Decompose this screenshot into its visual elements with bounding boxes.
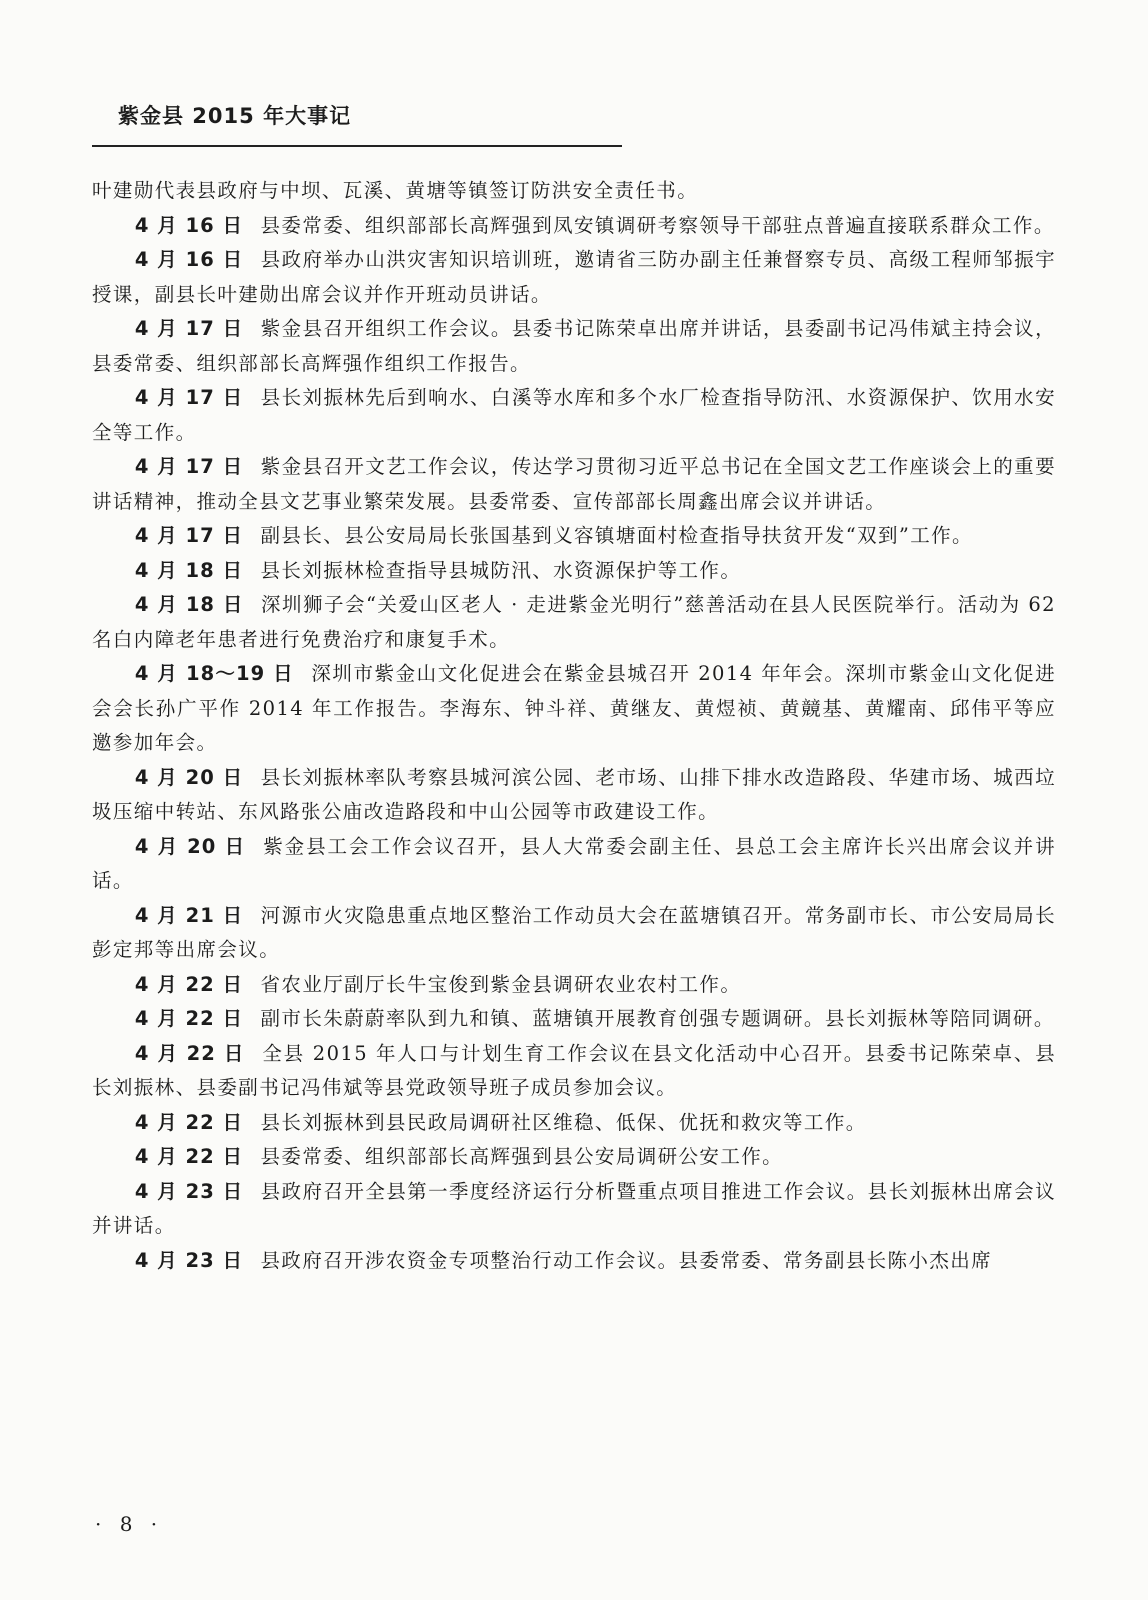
chronicle-entry — [92, 1140, 1056, 1175]
chronicle-entry — [92, 243, 1056, 312]
entry-text: 县长刘振林到县民政局调研社区维稳、低保、优抚和救灾等工作。 — [260, 1110, 867, 1134]
entry-date: 4 月 22 日 — [134, 1110, 243, 1134]
entry-date: 4 月 22 日 — [134, 972, 243, 996]
entry-text: 县委常委、组织部部长高辉强到县公安局调研公安工作。 — [260, 1145, 784, 1168]
chronicle-entry — [92, 312, 1056, 381]
chronicle-entry — [92, 554, 1056, 589]
chronicle-entry — [92, 761, 1056, 830]
entry-date: 4 月 21 日 — [134, 903, 244, 927]
entry-date: 4 月 16 日 — [134, 248, 244, 271]
entry-text: 河源市火灾隐患重点地区整治工作动员大会在蓝塘镇召开。常务副市长、市公安局局长彭定邦等出席会议。 — [92, 903, 1057, 961]
header-rule — [92, 145, 622, 147]
chronicle-entry — [92, 450, 1056, 519]
entry-text: 副县长、县公安局局长张国基到义容镇塘面村检查指导扶贫开发“双到”工作。 — [260, 524, 973, 547]
chronicle-body — [92, 174, 1056, 1278]
chronicle-entry — [92, 830, 1056, 899]
chronicle-entry — [92, 657, 1056, 761]
entry-date: 4 月 20 日 — [134, 834, 246, 858]
entry-text: 县政府举办山洪灾害知识培训班，邀请省三防办副主任兼督察专员、高级工程师邹振宇授课，副县长叶建勋出席会议并作开班动员讲话。 — [92, 248, 1057, 306]
entry-text: 深圳市紫金山文化促进会在紫金县城召开 2014 年年会。深圳市紫金山文化促进会会长孙广平作 2014 年工作报告。李海东、钟斗祥、黄继友、黄煜祯、黄竸基、黄耀南、邱伟平等应邀参加年会。 — [92, 662, 1056, 754]
entry-text: 紫金县工会工作会议召开，县人大常委会副主任、县总工会主席许长兴出席会议并讲话。 — [92, 834, 1056, 892]
entry-text: 县政府召开涉农资金专项整治行动工作会议。县委常委、常务副县长陈小杰出席 — [260, 1248, 993, 1272]
entry-text: 县长刘振林检查指导县城防汛、水资源保护等工作。 — [260, 558, 742, 582]
entry-date: 4 月 17 日 — [134, 524, 243, 547]
entry-date: 4 月 18 日 — [134, 593, 244, 616]
entry-text: 县委常委、组织部部长高辉强到凤安镇调研考察领导干部驻点普遍直接联系群众工作。 — [260, 213, 1055, 237]
chronicle-entry — [92, 209, 1056, 244]
entry-text: 深圳狮子会“关爱山区老人 · 走进紫金光明行”慈善活动在县人民医院举行。活动为 62 名白内障老年患者进行免费治疗和康复手术。 — [92, 593, 1056, 651]
chronicle-entry — [92, 588, 1056, 657]
entry-date: 4 月 23 日 — [134, 1248, 243, 1272]
entry-date: 4 月 17 日 — [134, 386, 244, 409]
entry-date: 4 月 18～19 日 — [134, 662, 294, 685]
entry-date: 4 月 20 日 — [134, 765, 244, 789]
entry-text: 县长刘振林先后到响水、白溪等水库和多个水厂检查指导防汛、水资源保护、饮用水安全等工作。 — [92, 386, 1057, 444]
chronicle-entry — [92, 1106, 1056, 1141]
chronicle-entry — [92, 899, 1056, 968]
entry-date: 4 月 22 日 — [134, 1145, 243, 1168]
chronicle-entry — [92, 1002, 1056, 1037]
entry-date: 4 月 16 日 — [134, 213, 243, 237]
entry-list — [92, 209, 1056, 1279]
entry-text: 县政府召开全县第一季度经济运行分析暨重点项目推进工作会议。县长刘振林出席会议并讲话。 — [92, 1179, 1057, 1237]
entry-text: 全县 2015 年人口与计划生育工作会议在县文化活动中心召开。县委书记陈荣卓、县长刘振林、县委副书记冯伟斌等县党政领导班子成员参加会议。 — [92, 1041, 1056, 1099]
continuation-paragraph: 叶建勋代表县政府与中坝、瓦溪、黄塘等镇签订防洪安全责任书。 — [92, 179, 699, 202]
entry-date: 4 月 22 日 — [134, 1041, 245, 1065]
page-number: · 8 · — [95, 1512, 164, 1536]
entry-text: 县长刘振林率队考察县城河滨公园、老市场、山排下排水改造路段、华建市场、城西垃圾压缩中转站、东风路张公庙改造路段和中山公园等市政建设工作。 — [92, 765, 1057, 823]
entry-text: 副市长朱蔚蔚率队到九和镇、蓝塘镇开展教育创强专题调研。县长刘振林等陪同调研。 — [260, 1007, 1055, 1030]
entry-date: 4 月 17 日 — [134, 455, 244, 478]
running-header: 紫金县 2015 年大事记 — [118, 104, 352, 128]
entry-date: 4 月 22 日 — [134, 1007, 243, 1030]
chronicle-entry — [92, 1244, 1056, 1279]
entry-date: 4 月 18 日 — [134, 558, 243, 582]
chronicle-entry — [92, 381, 1056, 450]
entry-date: 4 月 23 日 — [134, 1179, 244, 1203]
chronicle-entry — [92, 1175, 1056, 1244]
chronicle-entry — [92, 1037, 1056, 1106]
entry-text: 省农业厅副厅长牛宝俊到紫金县调研农业农村工作。 — [260, 972, 742, 996]
entry-text: 紫金县召开组织工作会议。县委书记陈荣卓出席并讲话，县委副书记冯伟斌主持会议，县委常委、组织部部长高辉强作组织工作报告。 — [92, 317, 1057, 375]
entry-text: 紫金县召开文艺工作会议，传达学习贯彻习近平总书记在全国文艺工作座谈会上的重要讲话精神，推动全县文艺事业繁荣发展。县委常委、宣传部部长周鑫出席会议并讲话。 — [92, 455, 1057, 513]
chronicle-entry — [92, 519, 1056, 554]
entry-date: 4 月 17 日 — [134, 317, 244, 340]
chronicle-entry — [92, 968, 1056, 1003]
